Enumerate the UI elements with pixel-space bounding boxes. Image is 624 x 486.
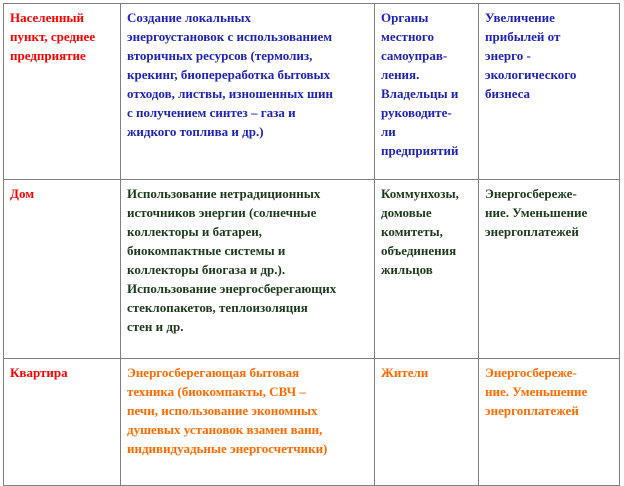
cell-settlement-result: Увеличение прибылей от энерго - экологического бизнеса: [479, 4, 620, 180]
cell-settlement-actors: Органы местного самоуправ- ления. Владельцы и руководите- ли предприятий: [375, 4, 479, 180]
responsibility-table: [3, 3, 620, 486]
table-row-house: [4, 180, 620, 359]
cell-house-measures: Использование нетрадиционных источников энергии (солнечные коллекторы и батареи, биокомпактные системы и коллекторы биогаза и др.). Использование энергосберегающих стеклопакетов, теплоизоляция стен и др.: [121, 180, 375, 359]
cell-apartment-result: Энергосбереже- ние. Уменьшение энергоплатежей: [479, 359, 620, 486]
cell-apartment-actors: Жители: [375, 359, 479, 486]
cell-settlement-label: Населенный пункт, среднее предприятие: [4, 4, 121, 180]
cell-house-label: Дом: [4, 180, 121, 359]
cell-apartment-label: Квартира: [4, 359, 121, 486]
cell-house-result: Энергосбереже- ние. Уменьшение энергоплатежей: [479, 180, 620, 359]
cell-apartment-measures: Энергосберегающая бытовая техника (биокомпакты, СВЧ – печи, использование экономных душевых установок взамен ванн, индивидуадьные энергосчетчики): [121, 359, 375, 486]
table-row-apartment: [4, 359, 620, 486]
cell-house-actors: Коммунхозы, домовые комитеты, объединения жильцов: [375, 180, 479, 359]
cell-settlement-measures: Создание локальных энергоустановок с использованием вторичных ресурсов (термолиз, крекинг, биопереработка бытовых отходов, листвы, изношенных шин с получением синтез – газа и жидкого топлива и др.): [121, 4, 375, 180]
table-row-header: [4, 4, 620, 180]
